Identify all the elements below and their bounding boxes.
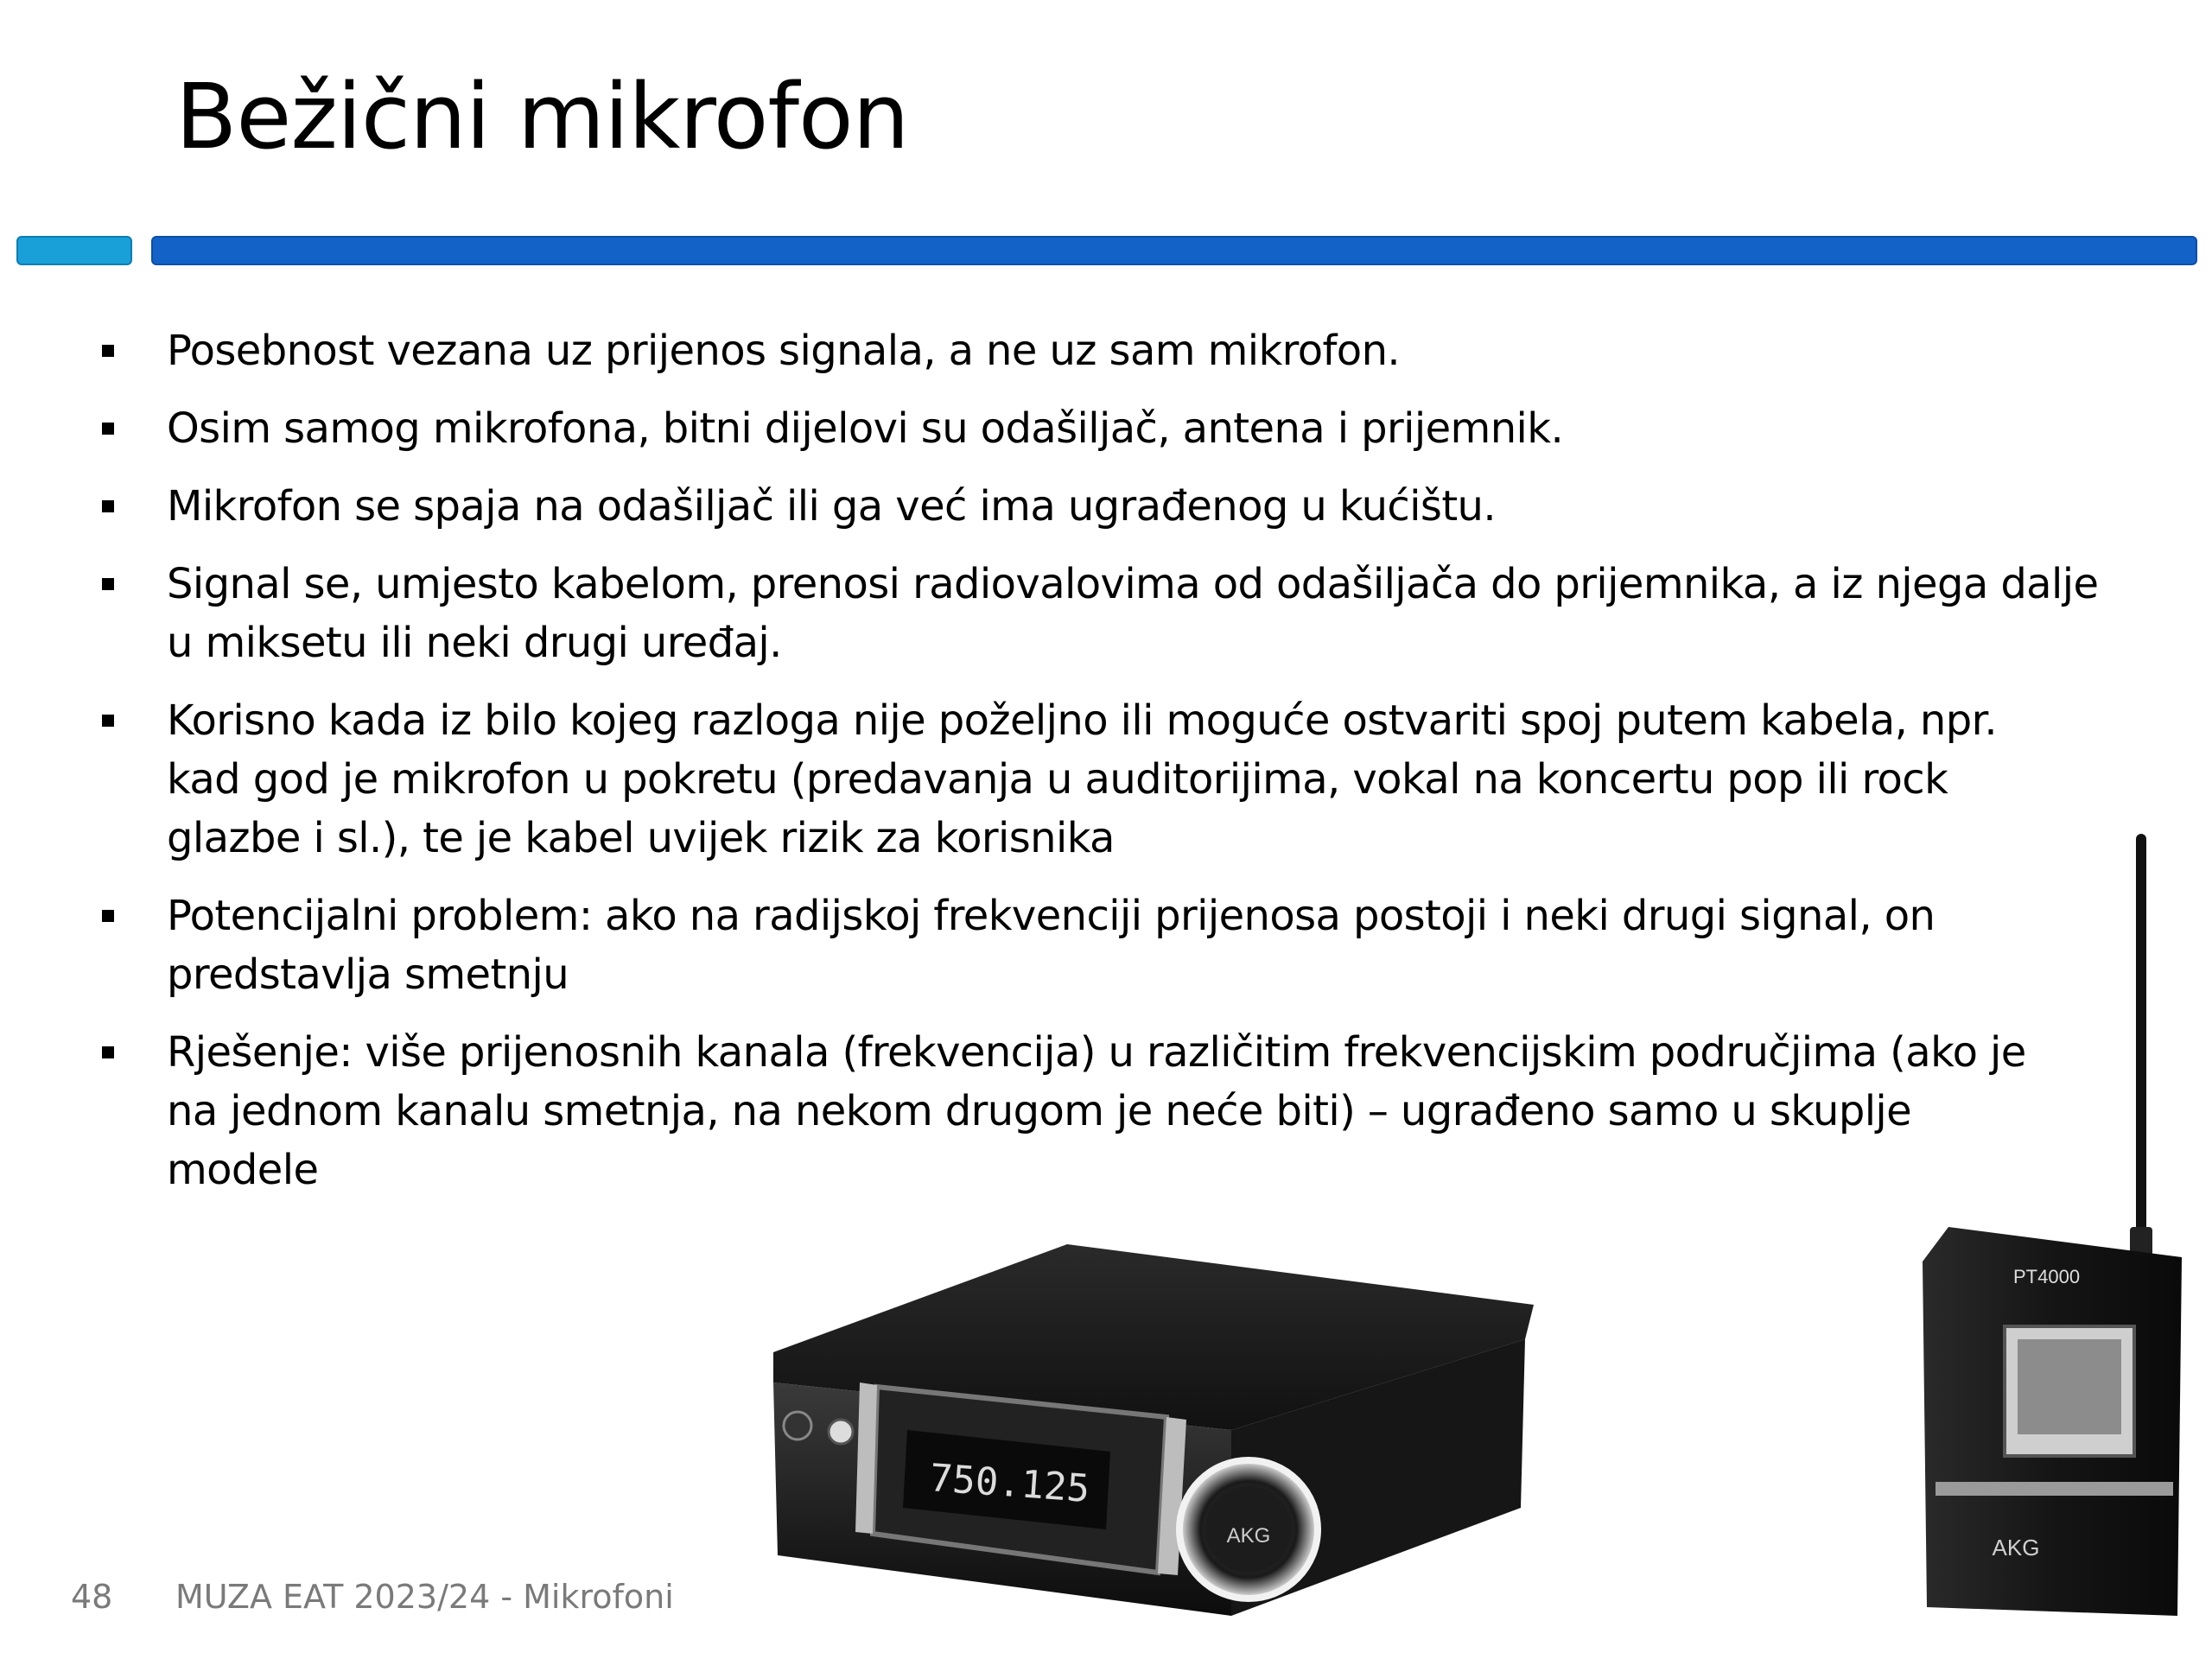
title-accent-bar-long <box>151 236 2197 265</box>
bullet-item <box>95 691 2108 868</box>
bullet-text: Signal se, umjesto kabelom, prenosi radiovalovima od odašiljača do prijemnika, a iz njega dalje u miksetu ili neki drugi uređaj. <box>167 560 2099 667</box>
bullet-item <box>95 555 2108 672</box>
receiver-brand-text: AKG <box>1226 1524 1271 1548</box>
bullet-square-icon <box>102 500 114 512</box>
bullet-square-icon <box>102 1046 114 1058</box>
page-number: 48 <box>71 1578 113 1616</box>
transmitter-brand-text: AKG <box>1992 1535 2040 1560</box>
bullet-item <box>95 399 2108 458</box>
bullet-text: Potencijalni problem: ako na radijskoj frekvenciji prijenosa postoji i neki drugi signal, on predstavlja smetnju <box>167 892 1936 999</box>
bullet-text: Rješenje: više prijenosnih kanala (frekvencija) u različitim frekvencijskim područjima (ako je na jednom kanalu smetnja, na nekom drugom je neće biti) – ugrađeno samo u skuplje modele <box>167 1028 2026 1194</box>
bullet-list <box>95 321 2108 1218</box>
bullet-square-icon <box>102 423 114 435</box>
bullet-text: Korisno kada iz bilo kojeg razloga nije poželjno ili moguće ostvariti spoj putem kabela, npr. kad god je mikrofon u pokretu (predavanja u auditorijima, vokal na koncertu pop ili rock glazbe i sl.), te je kabel uvijek rizik za korisnika <box>167 696 1998 862</box>
bullet-text: Osim samog mikrofona, bitni dijelovi su odašiljač, antena i prijemnik. <box>167 404 1564 453</box>
bullet-item <box>95 1023 2108 1199</box>
bullet-text: Posebnost vezana uz prijenos signala, a ne uz sam mikrofon. <box>167 327 1401 375</box>
bullet-square-icon <box>102 715 114 727</box>
bullet-square-icon <box>102 910 114 922</box>
bullet-square-icon <box>102 578 114 590</box>
receiver-display-text: 750.125 <box>928 1456 1091 1511</box>
slide-title: Bežični mikrofon <box>175 64 909 169</box>
transmitter-model-text: PT4000 <box>2013 1266 2081 1287</box>
wireless-receiver-image <box>765 1231 1542 1624</box>
bodypack-transmitter-image <box>1914 830 2199 1624</box>
bullet-item <box>95 477 2108 536</box>
bullet-item <box>95 887 2108 1004</box>
bullet-square-icon <box>102 345 114 357</box>
bullet-item <box>95 321 2108 380</box>
footer-text: MUZA EAT 2023/24 - Mikrofoni <box>175 1578 674 1616</box>
title-accent-bar-short <box>16 236 132 265</box>
bullet-text: Mikrofon se spaja na odašiljač ili ga već ima ugrađenog u kućištu. <box>167 482 1497 531</box>
